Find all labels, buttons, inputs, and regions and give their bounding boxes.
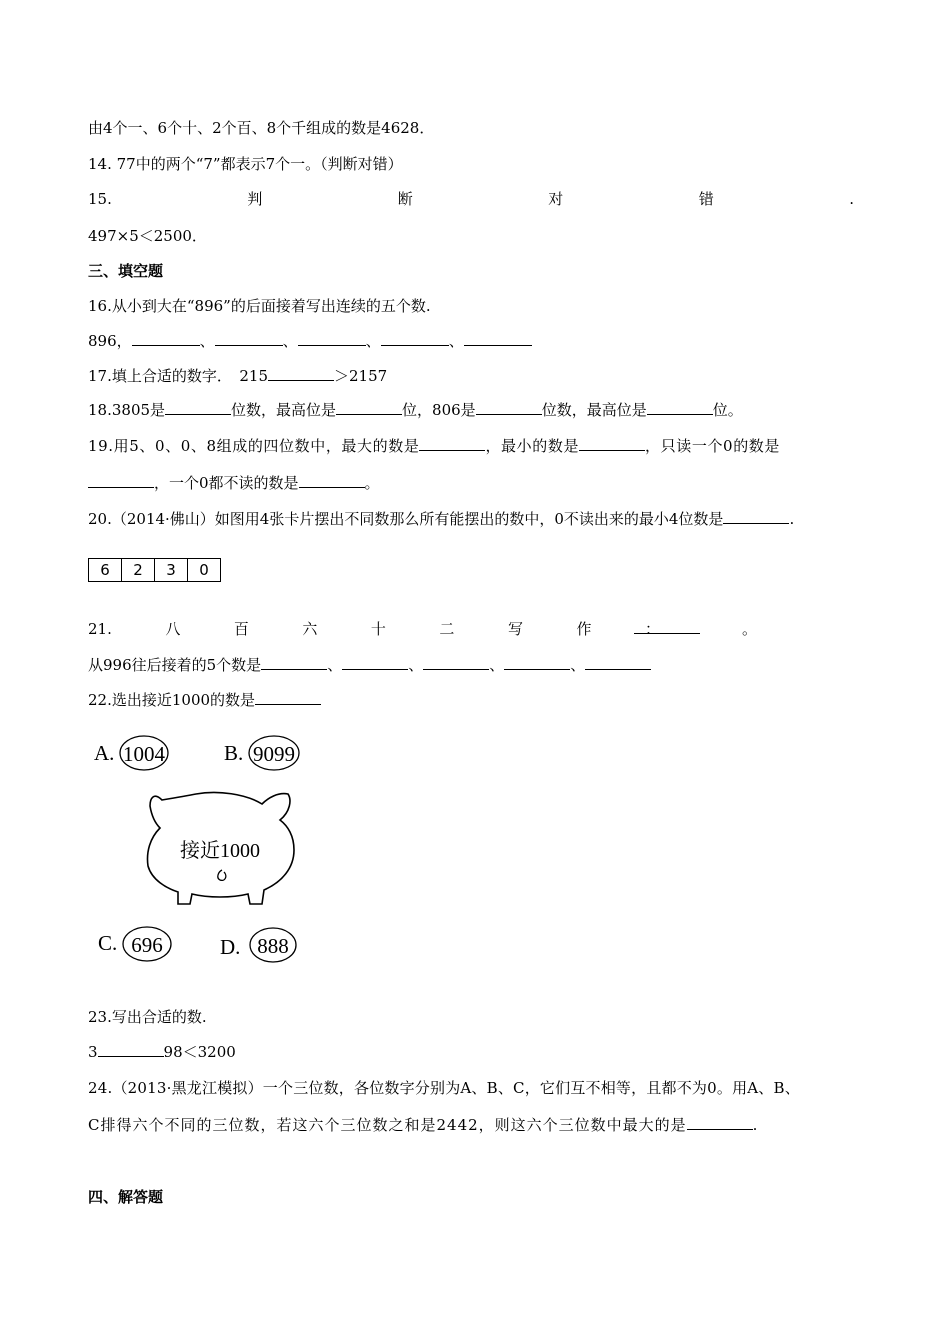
piggy-bank-figure	[92, 728, 312, 968]
number-card: 0	[199, 561, 209, 579]
q21-word: 百	[233, 620, 249, 638]
q21-word: 二	[439, 620, 455, 638]
q21-word: 八	[165, 620, 181, 638]
answer-blank[interactable]	[298, 331, 366, 346]
question-15-expression: 497×5＜2500．	[88, 227, 207, 245]
question-19-cont: ，一个0都不读的数是 。	[88, 473, 380, 493]
answer-blank[interactable]	[88, 473, 154, 488]
question-16-answers: 896， 、 、 、 、	[88, 331, 532, 351]
section-3-heading: 三、填空题	[88, 262, 164, 280]
question-17: 17.填上合适的数字． 215 ＞2157	[88, 367, 388, 385]
question-21-b: 从996往后接着的5个数是 、 、 、 、	[88, 655, 651, 675]
q21-word: 作	[576, 620, 592, 638]
question-21-answer: 。	[634, 619, 757, 639]
q21-word: 六	[302, 620, 318, 638]
answer-blank[interactable]	[98, 1042, 164, 1057]
q15-word: 对	[548, 190, 564, 208]
question-18: 18.3805是 位数，最高位是 位，806是 位数，最高位是 位。	[88, 401, 743, 419]
question-16: 16.从小到大在“896”的后面接着写出连续的五个数.	[88, 297, 431, 315]
answer-blank[interactable]	[215, 331, 283, 346]
question-19: 19.用5、0、0、8组成的四位数中，最大的数是 ，最小的数是 ，只读一个0的数是	[88, 437, 780, 455]
piggy-tail-icon	[218, 870, 226, 880]
option-a-value: 1004	[123, 742, 165, 766]
question-23: 23.写出合适的数.	[88, 1008, 207, 1026]
q15-word: 错	[698, 190, 714, 208]
option-a-label: A.	[94, 741, 115, 765]
q21-word: 写	[507, 620, 523, 638]
q15-word: 15.	[88, 190, 112, 208]
q21-word: ：	[644, 620, 660, 638]
answer-blank[interactable]	[342, 655, 408, 670]
answer-blank[interactable]	[504, 655, 570, 670]
answer-blank[interactable]	[419, 436, 485, 451]
q21-word: 21.	[88, 620, 112, 638]
option-d-value: 888	[257, 934, 289, 958]
number-card: 6	[89, 559, 122, 581]
section-4-heading: 四、解答题	[88, 1188, 164, 1206]
answer-blank[interactable]	[165, 400, 231, 415]
answer-blank[interactable]	[132, 331, 200, 346]
question-21	[88, 619, 660, 639]
answer-blank[interactable]	[255, 690, 321, 705]
piggy-bank-label: 接近1000	[180, 840, 260, 862]
q21-word: 十	[370, 620, 386, 638]
number-card: 2	[122, 559, 155, 581]
option-b-value: 9099	[253, 742, 295, 766]
answer-blank[interactable]	[336, 400, 402, 415]
answer-blank[interactable]	[723, 509, 789, 524]
answer-blank[interactable]	[299, 473, 365, 488]
question-14: 14. 77中的两个“7”都表示7个一。（判断对错）	[88, 155, 403, 173]
question-20: 20.（2014·佛山）如图用4张卡片摆出不同数那么所有能摆出的数中，0不读出来的最小4位数是 .	[88, 510, 795, 528]
answer-blank[interactable]	[261, 655, 327, 670]
q15-word: .	[849, 190, 854, 208]
answer-blank[interactable]	[381, 331, 449, 346]
option-d-label: D.	[220, 935, 241, 959]
answer-blank[interactable]	[268, 366, 334, 381]
number-cards	[88, 558, 221, 582]
answer-blank[interactable]	[647, 400, 713, 415]
question-24: 24.（2013·黑龙江模拟）一个三位数，各位数字分别为A、B、C，它们互不相等，且都不为0。用A、B、	[88, 1079, 800, 1097]
question-22: 22.选出接近1000的数是	[88, 690, 321, 710]
answer-blank[interactable]	[579, 436, 645, 451]
q15-word: 断	[397, 190, 413, 208]
question-23-expression: 3 98＜3200	[88, 1043, 236, 1061]
q15-word: 判	[247, 190, 263, 208]
answer-blank[interactable]	[585, 655, 651, 670]
line-13: 由4个一、6个十、2个百、8个千组成的数是4628．	[88, 119, 435, 137]
question-15	[88, 189, 854, 209]
option-b-label: B.	[224, 741, 244, 765]
option-c-label: C.	[98, 931, 118, 955]
answer-blank[interactable]	[687, 1115, 753, 1130]
answer-blank[interactable]	[423, 655, 489, 670]
option-c-value: 696	[131, 933, 163, 957]
answer-blank[interactable]	[464, 331, 532, 346]
answer-blank[interactable]	[634, 619, 700, 634]
question-24-cont: C排得六个不同的三位数，若这六个三位数之和是2442，则这六个三位数中最大的是 .	[88, 1116, 759, 1134]
number-card: 3	[155, 559, 188, 581]
answer-blank[interactable]	[476, 400, 542, 415]
